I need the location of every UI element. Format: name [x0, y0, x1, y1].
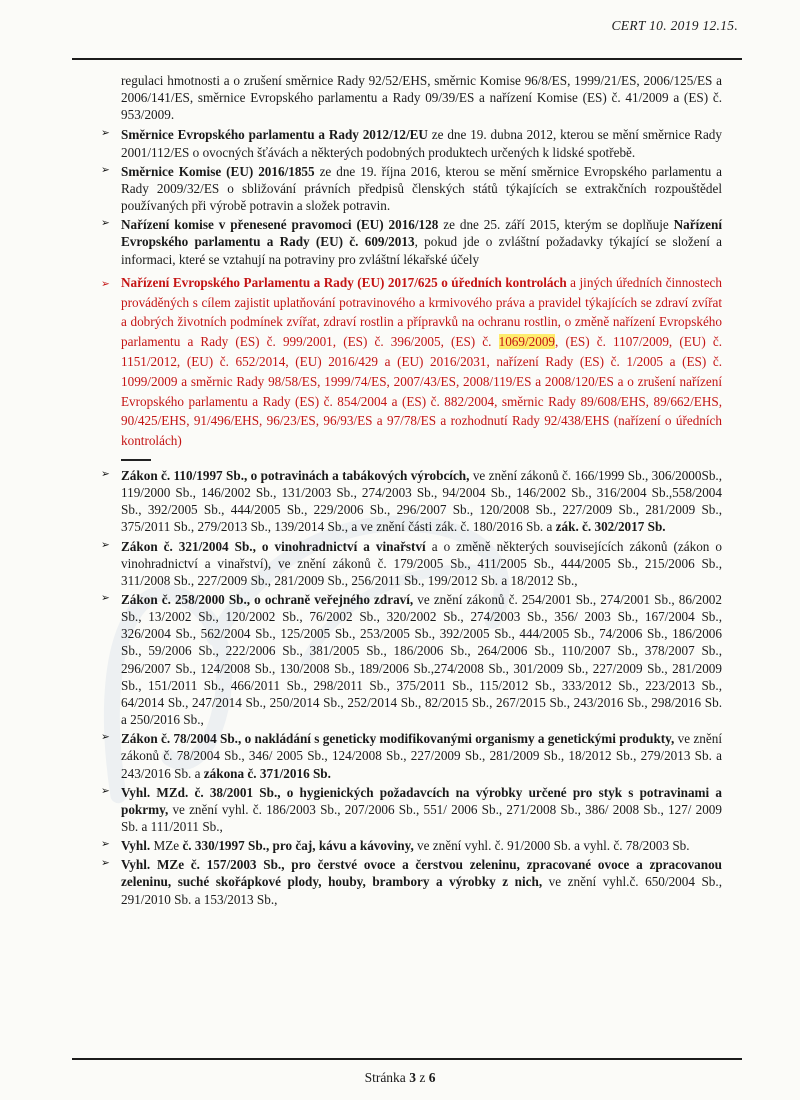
text-segment: Zákon č. 78/2004 Sb., o nakládání s geneticky modifikovanými organismy a genetickými produkty,	[121, 731, 675, 747]
text-segment: ze dne 19. října 2016, kterou se mění směrnice Evropského parlamentu a Rady 2009/32/ES o sbližování právních předpisů členských států týkajících se extrakčních rozpouštědel používaných při výrobě potravin a složek potravin.	[121, 163, 722, 214]
list-item-text	[121, 468, 722, 534]
text-segment: zák. č. 302/2017 Sb.	[555, 519, 666, 535]
list-item	[100, 856, 722, 907]
text-segment: ve znění vyhl. č. 186/2003 Sb., 207/2006 Sb., 551/ 2006 Sb., 271/2008 Sb., 386/ 2008 Sb., 127/ 2009 Sb. a 111/2011 Sb.,	[121, 801, 722, 835]
text-segment: č. 330/1997 Sb., pro čaj, kávu a kávoviny,	[182, 838, 414, 854]
list-item	[100, 784, 722, 835]
text-segment: Stránka	[364, 1070, 410, 1085]
list-item	[100, 538, 722, 589]
text-segment: 1069/2009	[498, 334, 556, 350]
text-segment: Nařízení komise v přenesené pravomoci (EU) 2016/128	[121, 217, 439, 233]
list-item	[100, 467, 722, 536]
intro-paragraph	[121, 72, 722, 123]
bullet-arrow-icon: ➢	[101, 163, 110, 176]
list-item-text	[121, 731, 722, 780]
footer-rule	[72, 1058, 742, 1060]
text-segment: Vyhl. MZd. č. 38/2001 Sb., o hygienických požadavcích na výrobky určené pro styk s potravinami a pokrmy,	[121, 784, 722, 817]
bullet-arrow-icon: ➢	[101, 467, 110, 480]
list-item	[100, 591, 722, 728]
bullet-list	[100, 126, 722, 907]
list-item-text	[121, 275, 722, 448]
text-segment: Zákon č. 110/1997 Sb., o potravinách a tabákových výrobcích,	[121, 467, 470, 483]
list-item	[100, 216, 722, 267]
text-segment: , pokud jde o zvláštní požadavky týkající se složení a informaci, které se vztahují na potraviny pro zvláštní lékařské účely	[121, 234, 722, 267]
text-segment: ve znění zákonů č. 254/2001 Sb., 274/2001 Sb., 86/2002 Sb., 13/2002 Sb., 120/2002 Sb., 76/2002 Sb., 320/2002 Sb., 274/2003 Sb., 356/ 2003 Sb., 167/2004 Sb., 326/2004 Sb., 562/2004 Sb., 125/2005 Sb., 253/2005 Sb., 392/2005 Sb., 444/2005 Sb., 74/2006 Sb., 186/2006 Sb., 59/2006 Sb., 222/2006 Sb., 381/2005 Sb., 186/2006 Sb., 264/2006 Sb., 110/2007 Sb., 378/2007 Sb., 296/2007 Sb., 124/2008 Sb., 130/2008 Sb., 189/2006 Sb.,274/2008 Sb., 301/2009 Sb., 227/2009 Sb., 281/2009 Sb., 151/2011 Sb., 466/2011 Sb., 298/2011 Sb., 375/2011 Sb., 115/2012 Sb., 333/2012 Sb., 223/2013 Sb., 64/2014 Sb., 247/2014 Sb., 250/2014 Sb., 252/2014 Sb., 82/2015 Sb., 267/2015 Sb., 243/2016 Sb., 298/2016 Sb. a 250/2016 Sb.,	[121, 591, 722, 728]
text-segment: ve znění zákonů č. 166/1999 Sb., 306/2000Sb., 119/2000 Sb., 146/2002 Sb., 131/2003 Sb., 274/2003 Sb., 94/2004 Sb., 146/2002 Sb., 316/2004 Sb.,558/2004 Sb., 392/2005 Sb., 444/2005 Sb., 229/2006 Sb., 296/2007 Sb., 120/2008 Sb., 227/2009 Sb., 281/2009 Sb., 375/2011 Sb., 279/2013 Sb., 139/2014 Sb., a ve znění části zák. č. 180/2016 Sb. a	[121, 467, 723, 535]
text-segment: Vyhl. MZe č. 157/2003 Sb., pro čerstvé ovoce a čerstvou zeleninu, zpracované ovoce a zpracovanou zeleninu, suché skořápkové plody, houby, brambory a výrobky z nich,	[121, 857, 722, 890]
list-item-text	[121, 164, 722, 213]
text-segment: regulaci hmotnosti a o zrušení směrnice Rady 92/52/EHS, směrnic Komise 96/8/ES, 1999/21/ES, 2006/125/ES a 2006/141/ES, směrnice Evropského parlamentu a Rady 09/39/ES a nařízení Komise (ES) č. 41/2009 a (ES) č. 953/2009.	[121, 73, 722, 123]
bullet-arrow-icon: ➢	[101, 127, 110, 140]
list-item	[100, 273, 722, 451]
list-item	[100, 730, 722, 781]
text-segment: ve znění zákonů č. 78/2004 Sb., 346/ 2005 Sb., 124/2008 Sb., 227/2009 Sb., 281/2009 Sb., 18/2012 Sb., 279/2013 Sb. a 243/2016 Sb. a	[121, 731, 722, 781]
text-segment: Směrnice Evropského parlamentu a Rady 2012/12/EU	[121, 127, 428, 143]
text-segment: Zákon č. 321/2004 Sb., o vinohradnictví a vinařství	[121, 538, 426, 554]
document-body	[100, 72, 722, 910]
text-segment: zákona č. 371/2016 Sb.	[203, 765, 331, 781]
text-segment: ze dne 19. dubna 2012, kterou se mění směrnice Rady 2001/112/ES o ovocných šťávách a některých podobných produktech určených k lidské spotřebě.	[121, 127, 722, 160]
list-item-text	[121, 857, 722, 906]
text-segment: 6	[428, 1070, 436, 1085]
bullet-arrow-icon: ➢	[101, 857, 110, 870]
text-segment: a jiných úředních činnostech prováděných s cílem zajistit uplatňování potravinového a krmivového práva a pravidel týkajících se zdraví zvířat a dobrých životních podmínek zvířat, zdraví rostlin a přípravků na ochranu rostlin, o změně nařízení Evropského parlamentu a Rady (ES) č. 999/2001, (ES) č. 396/2005, (ES) č.	[121, 274, 722, 350]
bullet-arrow-icon: ➢	[101, 277, 110, 290]
bullet-arrow-icon: ➢	[101, 217, 110, 230]
text-segment: Vyhl.	[121, 838, 151, 854]
bullet-arrow-icon: ➢	[101, 591, 110, 604]
section-divider	[121, 459, 151, 461]
text-segment: 3	[409, 1070, 416, 1085]
text-segment: Zákon č. 258/2000 Sb., o ochraně veřejného zdraví,	[121, 591, 414, 607]
list-item	[100, 126, 722, 160]
list-item-text	[121, 539, 722, 588]
text-segment: , (ES) č. 1107/2009, (EU) č. 1151/2012, (EU) č. 652/2014, (EU) 2016/429 a (EU) 2016/2031, nařízení Rady (ES) č. 1/2005 a (ES) č. 1099/2009 a směrnic Rady 98/58/ES, 1999/74/ES, 2007/43/ES, 2008/119/ES a 2008/120/ES a o zrušení nařízení Evropského parlamentu a Rady (ES) č. 854/2004 a (ES) č. 882/2004, směrnic Rady 89/608/EHS, 89/662/EHS, 90/425/EHS, 91/496/EHS, 96/23/ES, 96/93/ES a 97/78/ES a rozhodnutí Rady 92/438/EHS (nařízení o úředních kontrolách)	[121, 334, 722, 449]
list-item-text	[121, 592, 722, 727]
bullet-arrow-icon: ➢	[101, 784, 110, 797]
text-segment: z	[415, 1070, 429, 1085]
bullet-arrow-icon: ➢	[101, 731, 110, 744]
text-segment: Nařízení Evropského Parlamentu a Rady (EU) 2017/625 o úředních kontrolách	[121, 274, 567, 290]
bullet-arrow-icon: ➢	[101, 838, 110, 851]
bullet-arrow-icon: ➢	[101, 538, 110, 551]
text-segment: ve znění vyhl. č. 91/2000 Sb. a vyhl. č. 78/2003 Sb.	[413, 838, 690, 854]
header-rule	[72, 58, 742, 60]
list-item-text	[121, 127, 722, 159]
list-item-text	[121, 838, 690, 853]
text-segment: ve znění vyhl.č. 650/2004 Sb., 291/2010 Sb. a 153/2013 Sb.,	[121, 874, 722, 907]
text-segment: Směrnice Komise (EU) 2016/1855	[121, 163, 315, 179]
list-item-text	[121, 785, 722, 834]
list-item	[100, 163, 722, 214]
list-item	[100, 837, 722, 854]
list-item-text	[121, 217, 722, 266]
text-segment: ze dne 25. září 2015, kterým se doplňuje	[438, 217, 674, 233]
text-segment: MZe	[150, 838, 183, 854]
footer-page-label	[0, 1070, 800, 1086]
header-stamp: CERT 10. 2019 12.15.	[611, 18, 738, 33]
text-segment: a o změně některých souvisejících zákonů (zákon o vinohradnictví a vinařství), ve znění zákonů č. 179/2005 Sb., 411/2005 Sb., 444/2005 Sb., 215/2006 Sb., 311/2008 Sb., 227/2009 Sb., 281/2009 Sb., 256/2011 Sb., 199/2012 Sb. a 18/2012 Sb.,	[121, 538, 722, 588]
text-segment: Nařízení Evropského parlamentu a Rady (EU) č. 609/2013	[121, 217, 722, 250]
